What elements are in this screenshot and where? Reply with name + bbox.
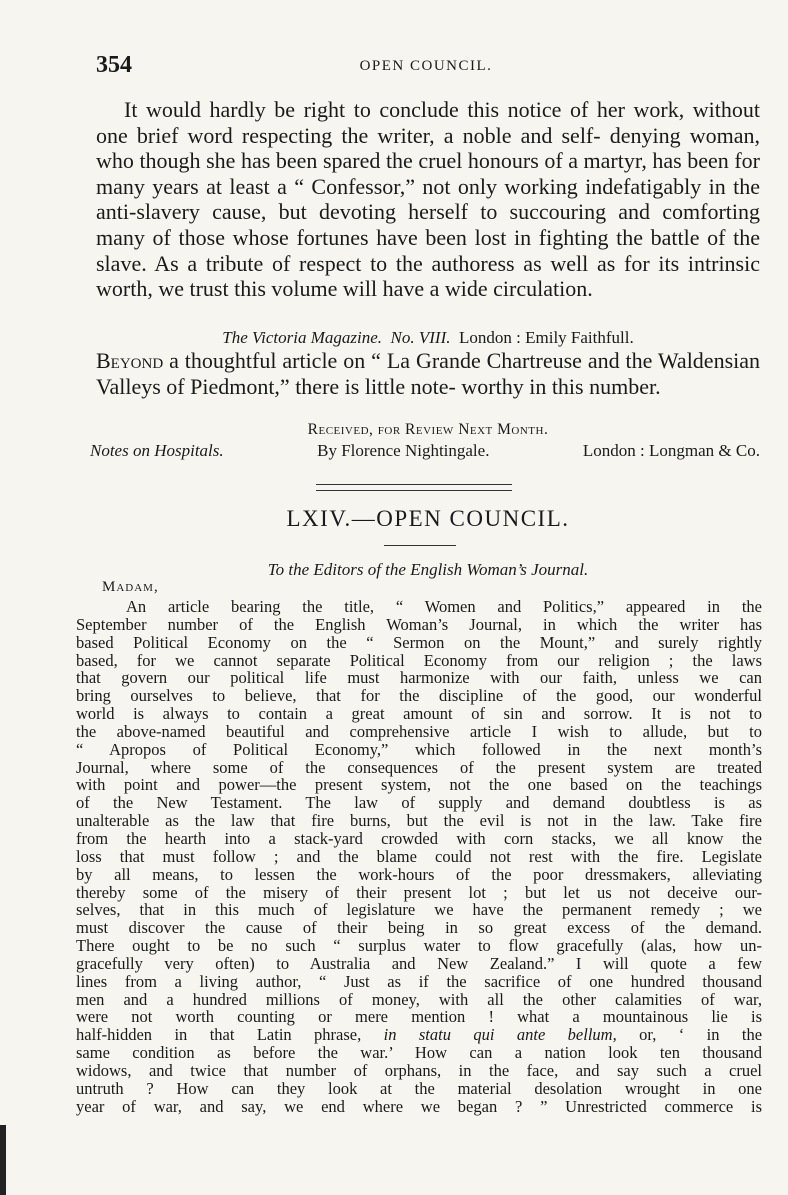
scan-edge [0,1125,6,1195]
letter-line: unalterable as the law that fire burns, but the evil is not in the law. Take fire [76,811,762,831]
letter-line: that govern our political life must harmonize with our faith, unless we can [76,668,762,688]
letter-line: September number of the English Woman’s Journal, in which the writer has [76,614,762,634]
letter-line: “ Apropos of Political Economy,” which followed in the next month’s [76,739,762,759]
letter-line: based Political Economy on the “ Sermon on the Mount,” and surely rightly [76,632,762,652]
letter-line: the above-named beautiful and comprehensive article I wish to allude, but to [76,721,762,741]
letter-line: thereby some of the misery of their present lot ; but let us not deceive our- [76,882,762,902]
section-title: LXIV.—OPEN COUNCIL. [286,506,570,531]
letter-line: selves, that in this much of legislature we have the permanent remedy ; we [76,900,762,920]
letter-line: widows, and twice that number of orphans, in the face, and say such a cruel [76,1060,762,1080]
beyond-word: Beyond [96,348,164,373]
letter-line: must discover the cause of their being in so great excess of the demand. [76,918,762,938]
letter-line: untruth ? How can they look at the material desolation wrought in one [76,1078,762,1098]
magazine-number: No. VIII. [390,328,451,347]
page-number: 354 [96,52,132,78]
title-rule [384,545,456,546]
letter-line-latin: half-hidden in that Latin phrase, in statu qui ante bellum, or, ‘ in the [76,1025,763,1045]
letter-body [76,598,762,1115]
letter-line: men and a hundred millions of money, with all the other calamities of war, [76,989,762,1009]
letter-line: of the New Testament. The law of supply and demand doubtless is as [76,793,762,813]
latin-phrase: in statu qui ante bellum, [383,1025,617,1045]
letter-line: bring ourselves to believe, that for the discipline of the good, our wonderful [76,686,762,706]
magazine-publisher: London : Emily Faithfull. [459,328,634,347]
letter-line: world is always to contain a great amount of sin and sorrow. It is not to [76,704,762,724]
letter-line: same condition as before the war.’ How can a nation look ten thousand [76,1043,762,1063]
letter-line: from the hearth into a stack-yard crowded with corn stacks, we all know the [76,828,762,848]
letter-line: An article bearing the title, “ Women and Politics,” appeared in the [126,597,762,616]
magazine-title: The Victoria Magazine. [222,328,383,347]
letter-line: There ought to be no such “ surplus water to flow gracefully (alas, how un- [76,936,762,956]
page-header [96,52,756,82]
letter-line: were not worth counting or mere mention ! what a mountainous lie is [76,1007,762,1027]
victoria-magazine-citation [96,327,760,349]
received-item [90,440,760,462]
letter-salutation: Madam, [102,579,159,595]
letter-line: Journal, where some of the consequences of the present system are treated [76,757,762,777]
section-divider [316,484,512,491]
letter-line: gracefully very often) to Australia and New Zealand.” I will quote a few [76,953,762,973]
letter-line: year of war, and say, we end where we began ? ” Unrestricted commerce is [76,1096,762,1116]
victoria-text: Beyond a thoughtful article on “ La Grande Chartreuse and the Waldensian Valleys of Piedmont,” there is little note- worthy in this number. [96,348,761,399]
victoria-paragraph [96,348,760,399]
review-paragraph [96,97,760,302]
received-publisher: London : Longman & Co. [582,441,760,460]
letter-line: with point and power—the present system, not the one based on the teachings [76,775,762,795]
received-title: Notes on Hospitals. [90,441,224,460]
running-head: OPEN COUNCIL. [359,58,493,74]
received-heading: Received, for Review Next Month. [307,421,549,438]
letter-line: lines from a living author, “ Just as if the sacrifice of one hundred thousand [76,971,762,991]
letter-addressee: To the Editors of the English Woman’s Journal. [267,560,589,579]
received-author: By Florence Nightingale. [317,441,490,460]
letter-line: loss that must follow ; and the blame could not rest with the fire. Legislate [76,846,762,866]
review-text: It would hardly be right to conclude this notice of her work, without one brief word respecting the writer, a noble and self- denying woman, who though she has been spared the cruel honours of a martyr, has been for many years at least a “ Confessor,” not only working indefatigably in the anti-slavery cause, but devoting herself to succouring and comforting many of those whose fortunes have been lost in fighting the battle of the slave. As a tribute of respect to the authoress as well as for its intrinsic worth, we trust this volume will have a wide circulation. [96,97,761,302]
letter-line: based, for we cannot separate Political Economy from our religion ; the laws [76,650,762,670]
letter-line: by all means, to lessen the work-hours of the poor dressmakers, alleviating [76,864,762,884]
